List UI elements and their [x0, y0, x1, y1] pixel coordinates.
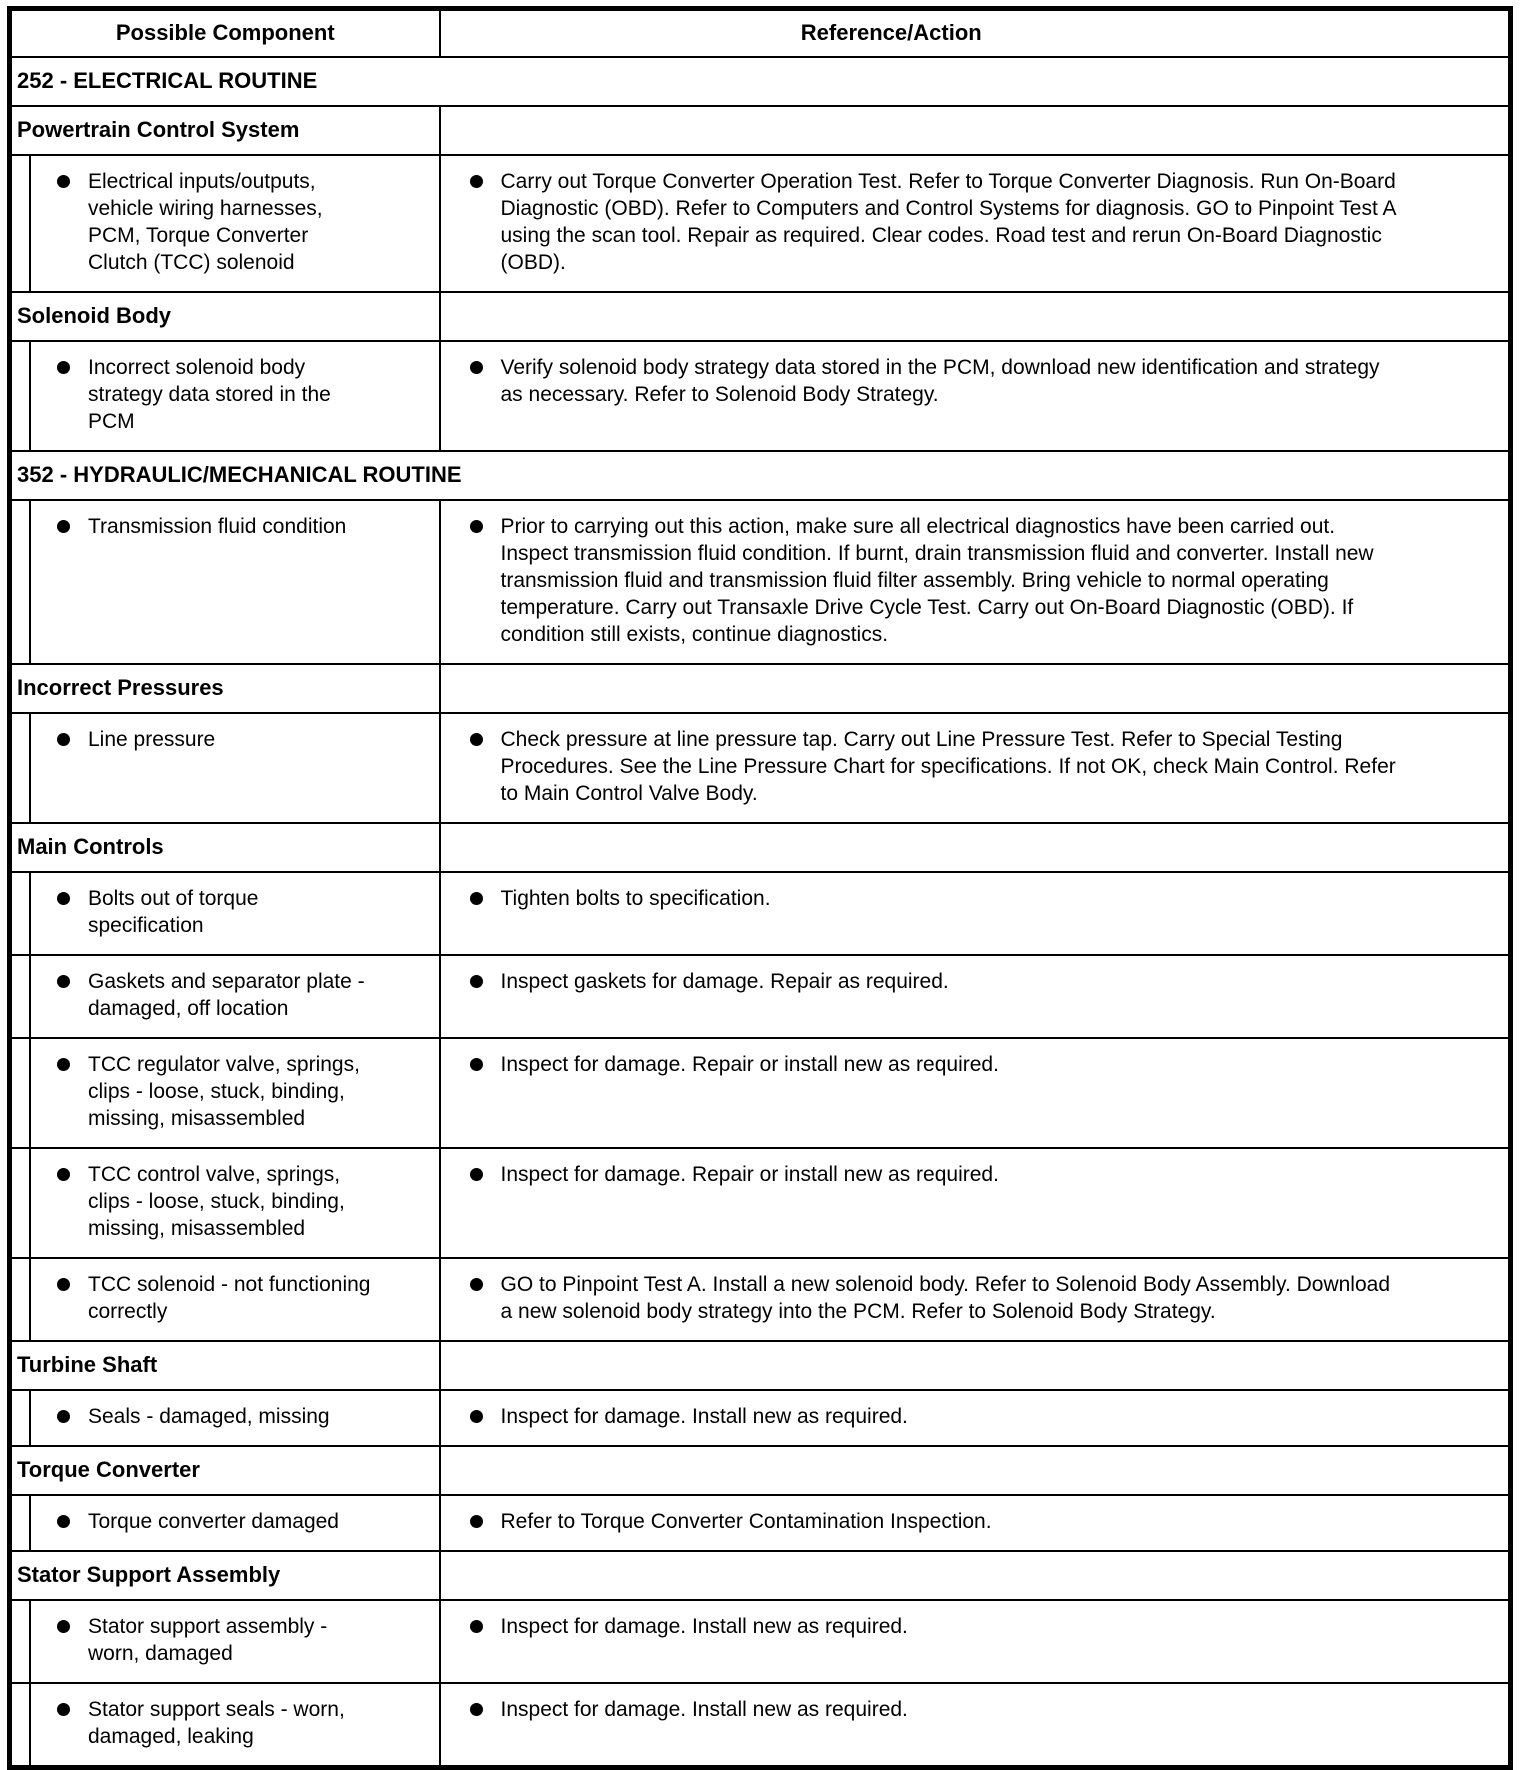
component-text: Torque converter damaged [88, 1510, 339, 1533]
action-cell [440, 955, 1511, 1038]
action-cell [440, 500, 1511, 664]
table-row-item [10, 1600, 1511, 1683]
component-cell [10, 955, 440, 1038]
component-entry [57, 1508, 431, 1535]
table-row-category [10, 664, 1511, 713]
action-cell [440, 713, 1511, 823]
bullet-icon [470, 361, 483, 374]
indent-divider [29, 714, 31, 822]
table-row-routine [10, 451, 1511, 500]
component-cell [10, 341, 440, 451]
component-cell [10, 155, 440, 292]
action-entry [470, 1051, 1501, 1078]
action-entry [470, 1613, 1501, 1640]
indent-divider [29, 1039, 31, 1147]
table-row-category [10, 1341, 1511, 1390]
action-text: Tighten bolts to specification. [500, 887, 771, 910]
indent-divider [29, 1601, 31, 1682]
category-heading-text: Incorrect Pressures [17, 675, 224, 700]
empty-action-cell [440, 664, 1511, 713]
table-row-item [10, 1258, 1511, 1341]
action-text: Inspect for damage. Install new as required. [500, 1698, 908, 1721]
component-text: Incorrect solenoid body strategy data stored in the PCM [88, 356, 331, 433]
indent-divider [29, 342, 31, 450]
component-entry [57, 354, 431, 435]
action-cell [440, 155, 1511, 292]
bullet-icon [470, 733, 483, 746]
action-entry [470, 726, 1501, 807]
bullet-icon [470, 175, 483, 188]
component-entry [57, 726, 431, 753]
component-text: TCC solenoid - not functioning correctly [88, 1273, 371, 1323]
empty-action-cell [440, 1551, 1511, 1600]
action-cell [440, 1600, 1511, 1683]
empty-action-cell [440, 823, 1511, 872]
component-text: Stator support seals - worn, damaged, leaking [88, 1698, 345, 1748]
component-entry [57, 513, 431, 540]
action-entry [470, 513, 1501, 648]
table-row-category [10, 106, 1511, 155]
component-cell [10, 1148, 440, 1258]
indent-divider [29, 1259, 31, 1340]
action-entry [470, 968, 1501, 995]
table-row-item [10, 1390, 1511, 1446]
component-cell [10, 1495, 440, 1551]
table-body [10, 57, 1511, 1768]
action-text: Verify solenoid body strategy data stored in the PCM, download new identification and strategy as necessary. Refer to Solenoid Body Strategy. [500, 356, 1380, 406]
component-text: Gaskets and separator plate - damaged, off location [88, 970, 365, 1020]
indent-divider [29, 873, 31, 954]
category-heading-cell [10, 1551, 440, 1600]
bullet-icon [57, 975, 70, 988]
action-cell [440, 1683, 1511, 1768]
column-header-possible-component: Possible Component [10, 9, 440, 58]
bullet-icon [470, 1168, 483, 1181]
table-row-category [10, 1551, 1511, 1600]
empty-action-cell [440, 1341, 1511, 1390]
table-row-item [10, 1683, 1511, 1768]
action-text: Inspect for damage. Install new as required. [500, 1615, 908, 1638]
table-row-item [10, 1038, 1511, 1148]
action-text: Inspect for damage. Repair or install new as required. [500, 1163, 999, 1186]
category-heading-cell [10, 292, 440, 341]
component-text: Electrical inputs/outputs, vehicle wiring harnesses, PCM, Torque Converter Clutch (TCC) solenoid [88, 170, 323, 274]
category-heading-cell [10, 823, 440, 872]
component-cell [10, 1038, 440, 1148]
bullet-icon [57, 175, 70, 188]
bullet-icon [57, 733, 70, 746]
action-cell [440, 1258, 1511, 1341]
bullet-icon [57, 1168, 70, 1181]
table-row-category [10, 823, 1511, 872]
bullet-icon [470, 975, 483, 988]
action-entry [470, 1161, 1501, 1188]
component-entry [57, 1403, 431, 1430]
table-row-item [10, 1495, 1511, 1551]
action-text: Carry out Torque Converter Operation Test. Refer to Torque Converter Diagnosis. Run On-Board Diagnostic (OBD). Refer to Computers and Control Systems for diagnosis. GO to Pinpoint Test A using the scan tool. Repair as required. Clear codes. Road test and rerun On-Board Diagnostic (OBD). [500, 170, 1396, 274]
routine-heading-text: 252 - ELECTRICAL ROUTINE [17, 68, 318, 93]
column-header-reference-action: Reference/Action [440, 9, 1511, 58]
component-cell [10, 713, 440, 823]
category-heading-text: Solenoid Body [17, 303, 171, 328]
action-text: Inspect for damage. Install new as required. [500, 1405, 908, 1428]
category-heading-cell [10, 1341, 440, 1390]
table-row-routine [10, 57, 1511, 106]
action-entry [470, 1508, 1501, 1535]
action-entry [470, 168, 1501, 276]
category-heading-cell [10, 1446, 440, 1495]
action-text: Inspect for damage. Repair or install new as required. [500, 1053, 999, 1076]
action-cell [440, 1148, 1511, 1258]
bullet-icon [57, 1515, 70, 1528]
action-cell [440, 1495, 1511, 1551]
bullet-icon [470, 892, 483, 905]
table-row-item [10, 155, 1511, 292]
bullet-icon [470, 1620, 483, 1633]
component-cell [10, 1600, 440, 1683]
routine-heading-cell [10, 57, 1511, 106]
table-row-item [10, 500, 1511, 664]
routine-heading-text: 352 - HYDRAULIC/MECHANICAL ROUTINE [17, 462, 462, 487]
component-cell [10, 872, 440, 955]
empty-action-cell [440, 292, 1511, 341]
bullet-icon [470, 1703, 483, 1716]
category-heading-text: Turbine Shaft [17, 1352, 158, 1377]
category-heading-text: Main Controls [17, 834, 164, 859]
component-text: TCC control valve, springs, clips - loose, stuck, binding, missing, misassembled [88, 1163, 345, 1240]
table-row-item [10, 713, 1511, 823]
indent-divider [29, 501, 31, 663]
action-cell [440, 341, 1511, 451]
table-row-item [10, 872, 1511, 955]
component-entry [57, 1613, 431, 1667]
bullet-icon [57, 892, 70, 905]
table-row-category [10, 1446, 1511, 1495]
component-cell [10, 500, 440, 664]
action-entry [470, 1696, 1501, 1723]
bullet-icon [57, 361, 70, 374]
component-text: Stator support assembly - worn, damaged [88, 1615, 328, 1665]
action-entry [470, 885, 1501, 912]
action-text: Check pressure at line pressure tap. Carry out Line Pressure Test. Refer to Special Testing Procedures. See the Line Pressure Chart for specifications. If not OK, check Main Control. Refer to Main Control Valve Body. [500, 728, 1396, 805]
action-entry [470, 354, 1501, 408]
table-row-item [10, 341, 1511, 451]
empty-action-cell [440, 1446, 1511, 1495]
table-header-row [10, 9, 1511, 58]
action-text: GO to Pinpoint Test A. Install a new solenoid body. Refer to Solenoid Body Assembly. Download a new solenoid body strategy into the PCM. Refer to Solenoid Body Strategy. [500, 1273, 1391, 1323]
action-cell [440, 1390, 1511, 1446]
component-entry [57, 168, 431, 276]
component-entry [57, 1696, 431, 1750]
bullet-icon [57, 1058, 70, 1071]
action-text: Prior to carrying out this action, make sure all electrical diagnostics have been carried out. Inspect transmission fluid condition. If burnt, drain transmission fluid and converter. Install new transmission fluid and transmission fluid filter assembly. Bring vehicle to normal operating temperature. Carry out Transaxle Drive Cycle Test. Carry out On-Board Diagnostic (OBD). If condition still exists, continue diagnostics. [500, 515, 1374, 646]
component-text: Seals - damaged, missing [88, 1405, 330, 1428]
indent-divider [29, 156, 31, 291]
category-heading-text: Stator Support Assembly [17, 1562, 281, 1587]
bullet-icon [470, 1410, 483, 1423]
bullet-icon [57, 520, 70, 533]
component-text: TCC regulator valve, springs, clips - loose, stuck, binding, missing, misassembled [88, 1053, 360, 1130]
empty-action-cell [440, 106, 1511, 155]
action-cell [440, 1038, 1511, 1148]
component-cell [10, 1258, 440, 1341]
indent-divider [29, 1684, 31, 1765]
component-entry [57, 1051, 431, 1132]
action-entry [470, 1403, 1501, 1430]
category-heading-text: Torque Converter [17, 1457, 200, 1482]
bullet-icon [57, 1410, 70, 1423]
component-text: Transmission fluid condition [88, 515, 347, 538]
bullet-icon [470, 1278, 483, 1291]
indent-divider [29, 1391, 31, 1445]
indent-divider [29, 956, 31, 1037]
table-row-item [10, 1148, 1511, 1258]
component-entry [57, 1271, 431, 1325]
table-row-item [10, 955, 1511, 1038]
action-text: Refer to Torque Converter Contamination Inspection. [500, 1510, 992, 1533]
component-text: Line pressure [88, 728, 216, 751]
routine-heading-cell [10, 451, 1511, 500]
table-row-category [10, 292, 1511, 341]
component-entry [57, 885, 431, 939]
category-heading-text: Powertrain Control System [17, 117, 300, 142]
indent-divider [29, 1496, 31, 1550]
component-entry [57, 1161, 431, 1242]
diagnostic-table [7, 6, 1513, 1770]
component-entry [57, 968, 431, 1022]
indent-divider [29, 1149, 31, 1257]
action-text: Inspect gaskets for damage. Repair as required. [500, 970, 949, 993]
component-cell [10, 1390, 440, 1446]
bullet-icon [57, 1620, 70, 1633]
component-text: Bolts out of torque specification [88, 887, 259, 937]
category-heading-cell [10, 106, 440, 155]
bullet-icon [470, 1058, 483, 1071]
bullet-icon [57, 1278, 70, 1291]
category-heading-cell [10, 664, 440, 713]
component-cell [10, 1683, 440, 1768]
bullet-icon [57, 1703, 70, 1716]
bullet-icon [470, 1515, 483, 1528]
action-cell [440, 872, 1511, 955]
bullet-icon [470, 520, 483, 533]
action-entry [470, 1271, 1501, 1325]
